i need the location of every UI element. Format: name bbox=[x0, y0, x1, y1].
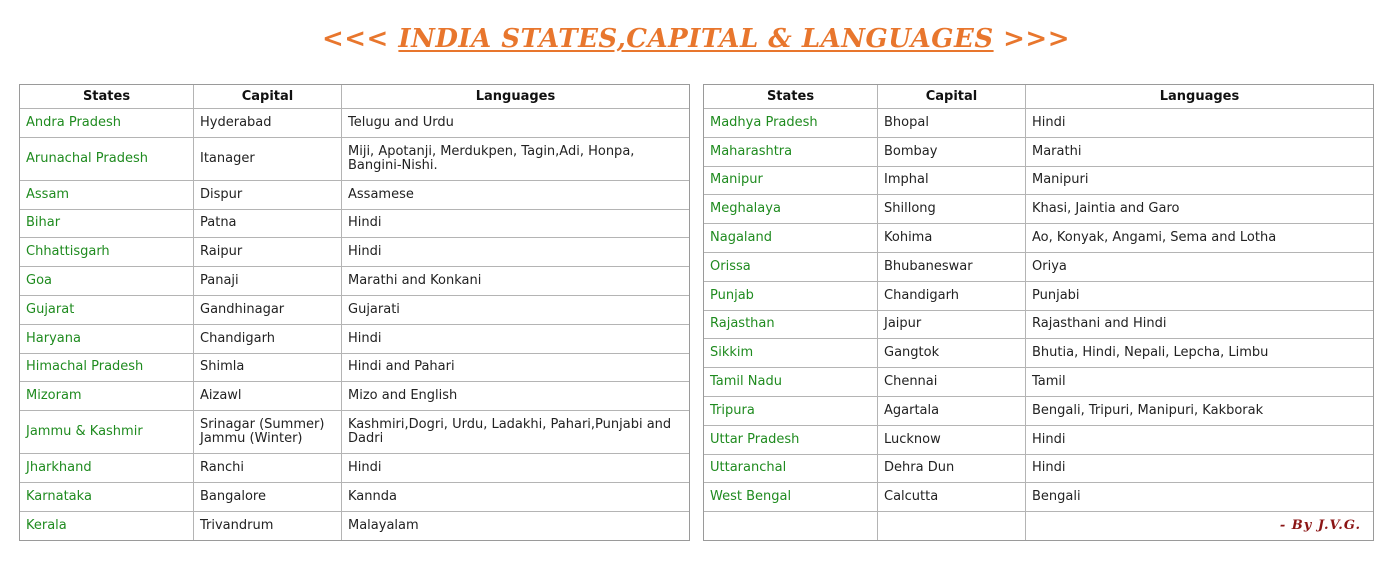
table-row bbox=[20, 109, 689, 138]
table-row bbox=[704, 455, 1373, 484]
table-row bbox=[704, 253, 1373, 282]
state-cell: Maharashtra bbox=[704, 138, 878, 167]
capital-cell: Shillong bbox=[878, 195, 1026, 224]
capital-cell: Itanager bbox=[194, 138, 342, 181]
languages-cell: Rajasthani and Hindi bbox=[1026, 311, 1373, 340]
languages-cell: Hindi bbox=[1026, 455, 1373, 484]
title-main: INDIA STATES,CAPITAL & LANGUAGES bbox=[398, 24, 994, 54]
header-states: States bbox=[704, 85, 878, 109]
state-cell: Kerala bbox=[20, 512, 194, 540]
languages-cell: Khasi, Jaintia and Garo bbox=[1026, 195, 1373, 224]
table-row bbox=[704, 426, 1373, 455]
languages-cell: Manipuri bbox=[1026, 167, 1373, 196]
table-row bbox=[20, 238, 689, 267]
capital-cell: Trivandrum bbox=[194, 512, 342, 540]
state-cell: Meghalaya bbox=[704, 195, 878, 224]
capital-cell: Patna bbox=[194, 210, 342, 239]
empty-cell bbox=[704, 512, 878, 540]
languages-cell: Hindi bbox=[342, 454, 689, 483]
languages-cell: Hindi bbox=[342, 210, 689, 239]
empty-cell bbox=[878, 512, 1026, 540]
languages-cell: Hindi bbox=[1026, 109, 1373, 138]
capital-cell: Gangtok bbox=[878, 339, 1026, 368]
capital-cell: Srinagar (Summer) Jammu (Winter) bbox=[194, 411, 342, 454]
state-cell: Haryana bbox=[20, 325, 194, 354]
states-table-left bbox=[19, 84, 690, 541]
table-row bbox=[20, 382, 689, 411]
languages-cell: Assamese bbox=[342, 181, 689, 210]
left-table-body bbox=[20, 109, 689, 540]
state-cell: Bihar bbox=[20, 210, 194, 239]
state-cell: Tamil Nadu bbox=[704, 368, 878, 397]
table-row bbox=[20, 411, 689, 454]
capital-cell: Lucknow bbox=[878, 426, 1026, 455]
capital-cell: Dispur bbox=[194, 181, 342, 210]
title-prefix: <<< bbox=[321, 24, 399, 54]
capital-cell: Aizawl bbox=[194, 382, 342, 411]
languages-cell: Bengali, Tripuri, Manipuri, Kakborak bbox=[1026, 397, 1373, 426]
state-cell: Mizoram bbox=[20, 382, 194, 411]
state-cell: Uttar Pradesh bbox=[704, 426, 878, 455]
table-row bbox=[20, 296, 689, 325]
table-row bbox=[704, 109, 1373, 138]
state-cell: Rajasthan bbox=[704, 311, 878, 340]
table-row bbox=[20, 512, 689, 540]
capital-cell: Kohima bbox=[878, 224, 1026, 253]
table-row bbox=[20, 138, 689, 181]
title-suffix: >>> bbox=[993, 24, 1071, 54]
languages-cell: Malayalam bbox=[348, 517, 419, 533]
table-row bbox=[704, 282, 1373, 311]
table-row bbox=[704, 339, 1373, 368]
table-row bbox=[20, 181, 689, 210]
table-row bbox=[20, 210, 689, 239]
state-cell: Chhattisgarh bbox=[20, 238, 194, 267]
table-row bbox=[20, 483, 689, 512]
capital-cell: Raipur bbox=[194, 238, 342, 267]
state-cell: West Bengal bbox=[704, 483, 878, 512]
languages-cell: Mizo and English bbox=[342, 382, 689, 411]
capital-cell: Gandhinagar bbox=[194, 296, 342, 325]
author-signature: - By J.V.G. bbox=[1279, 518, 1361, 534]
table-row bbox=[704, 224, 1373, 253]
state-cell: Jharkhand bbox=[20, 454, 194, 483]
state-cell: Nagaland bbox=[704, 224, 878, 253]
signature-row bbox=[704, 512, 1373, 540]
capital-cell: Chandigarh bbox=[878, 282, 1026, 311]
state-cell: Madhya Pradesh bbox=[704, 109, 878, 138]
capital-cell: Shimla bbox=[194, 354, 342, 383]
languages-cell: Marathi bbox=[1026, 138, 1373, 167]
languages-cell: Kashmiri,Dogri, Urdu, Ladakhi, Pahari,Punjabi and Dadri bbox=[342, 411, 689, 454]
table-row bbox=[20, 454, 689, 483]
languages-cell: Bengali bbox=[1026, 483, 1373, 512]
languages-cell: Oriya bbox=[1026, 253, 1373, 282]
capital-cell: Panaji bbox=[194, 267, 342, 296]
capital-cell: Jaipur bbox=[878, 311, 1026, 340]
state-cell: Arunachal Pradesh bbox=[20, 138, 194, 181]
header-row bbox=[704, 85, 1373, 109]
state-cell: Sikkim bbox=[704, 339, 878, 368]
languages-cell: Ao, Konyak, Angami, Sema and Lotha bbox=[1026, 224, 1373, 253]
page-title bbox=[0, 24, 1392, 54]
languages-cell: Hindi bbox=[342, 238, 689, 267]
languages-cell: Hindi bbox=[342, 325, 689, 354]
capital-cell: Calcutta bbox=[878, 483, 1026, 512]
capital-cell: Bhubaneswar bbox=[878, 253, 1026, 282]
table-row bbox=[704, 483, 1373, 512]
table-row bbox=[704, 195, 1373, 224]
capital-cell: Agartala bbox=[878, 397, 1026, 426]
languages-cell: Marathi and Konkani bbox=[342, 267, 689, 296]
state-cell: Jammu & Kashmir bbox=[20, 411, 194, 454]
header-languages: Languages bbox=[1026, 85, 1373, 109]
state-cell: Himachal Pradesh bbox=[20, 354, 194, 383]
table-row bbox=[704, 397, 1373, 426]
capital-cell: Ranchi bbox=[194, 454, 342, 483]
languages-cell: Hindi bbox=[1026, 426, 1373, 455]
languages-cell: Punjabi bbox=[1026, 282, 1373, 311]
header-row bbox=[20, 85, 689, 109]
header-capital: Capital bbox=[194, 85, 342, 109]
languages-cell: Telugu and Urdu bbox=[342, 109, 689, 138]
state-cell: Manipur bbox=[704, 167, 878, 196]
languages-cell: Gujarati bbox=[342, 296, 689, 325]
languages-cell: Bhutia, Hindi, Nepali, Lepcha, Limbu bbox=[1026, 339, 1373, 368]
capital-cell: Chandigarh bbox=[194, 325, 342, 354]
languages-cell: Tamil bbox=[1026, 368, 1373, 397]
capital-cell: Hyderabad bbox=[194, 109, 342, 138]
capital-cell: Chennai bbox=[878, 368, 1026, 397]
right-table-body bbox=[704, 109, 1373, 540]
languages-cell: Hindi and Pahari bbox=[342, 354, 689, 383]
table-row bbox=[704, 311, 1373, 340]
state-cell: Orissa bbox=[704, 253, 878, 282]
capital-cell: Bombay bbox=[878, 138, 1026, 167]
state-cell: Gujarat bbox=[20, 296, 194, 325]
table-row bbox=[704, 167, 1373, 196]
table-row bbox=[704, 138, 1373, 167]
table-row bbox=[20, 267, 689, 296]
header-languages: Languages bbox=[342, 85, 689, 109]
header-capital: Capital bbox=[878, 85, 1026, 109]
languages-cell: Kannda bbox=[342, 483, 689, 512]
state-cell: Tripura bbox=[704, 397, 878, 426]
capital-cell: Imphal bbox=[878, 167, 1026, 196]
state-cell: Uttaranchal bbox=[704, 455, 878, 484]
states-table-right bbox=[703, 84, 1374, 541]
languages-cell: Miji, Apotanji, Merdukpen, Tagin,Adi, Honpa, Bangini-Nishi. bbox=[342, 138, 689, 181]
capital-cell: Bangalore bbox=[194, 483, 342, 512]
state-cell: Goa bbox=[20, 267, 194, 296]
state-cell: Karnataka bbox=[20, 483, 194, 512]
header-states: States bbox=[20, 85, 194, 109]
table-row bbox=[20, 354, 689, 383]
capital-cell: Bhopal bbox=[878, 109, 1026, 138]
state-cell: Punjab bbox=[704, 282, 878, 311]
capital-cell: Dehra Dun bbox=[878, 455, 1026, 484]
table-row bbox=[704, 368, 1373, 397]
state-cell: Assam bbox=[20, 181, 194, 210]
table-row bbox=[20, 325, 689, 354]
state-cell: Andra Pradesh bbox=[20, 109, 194, 138]
